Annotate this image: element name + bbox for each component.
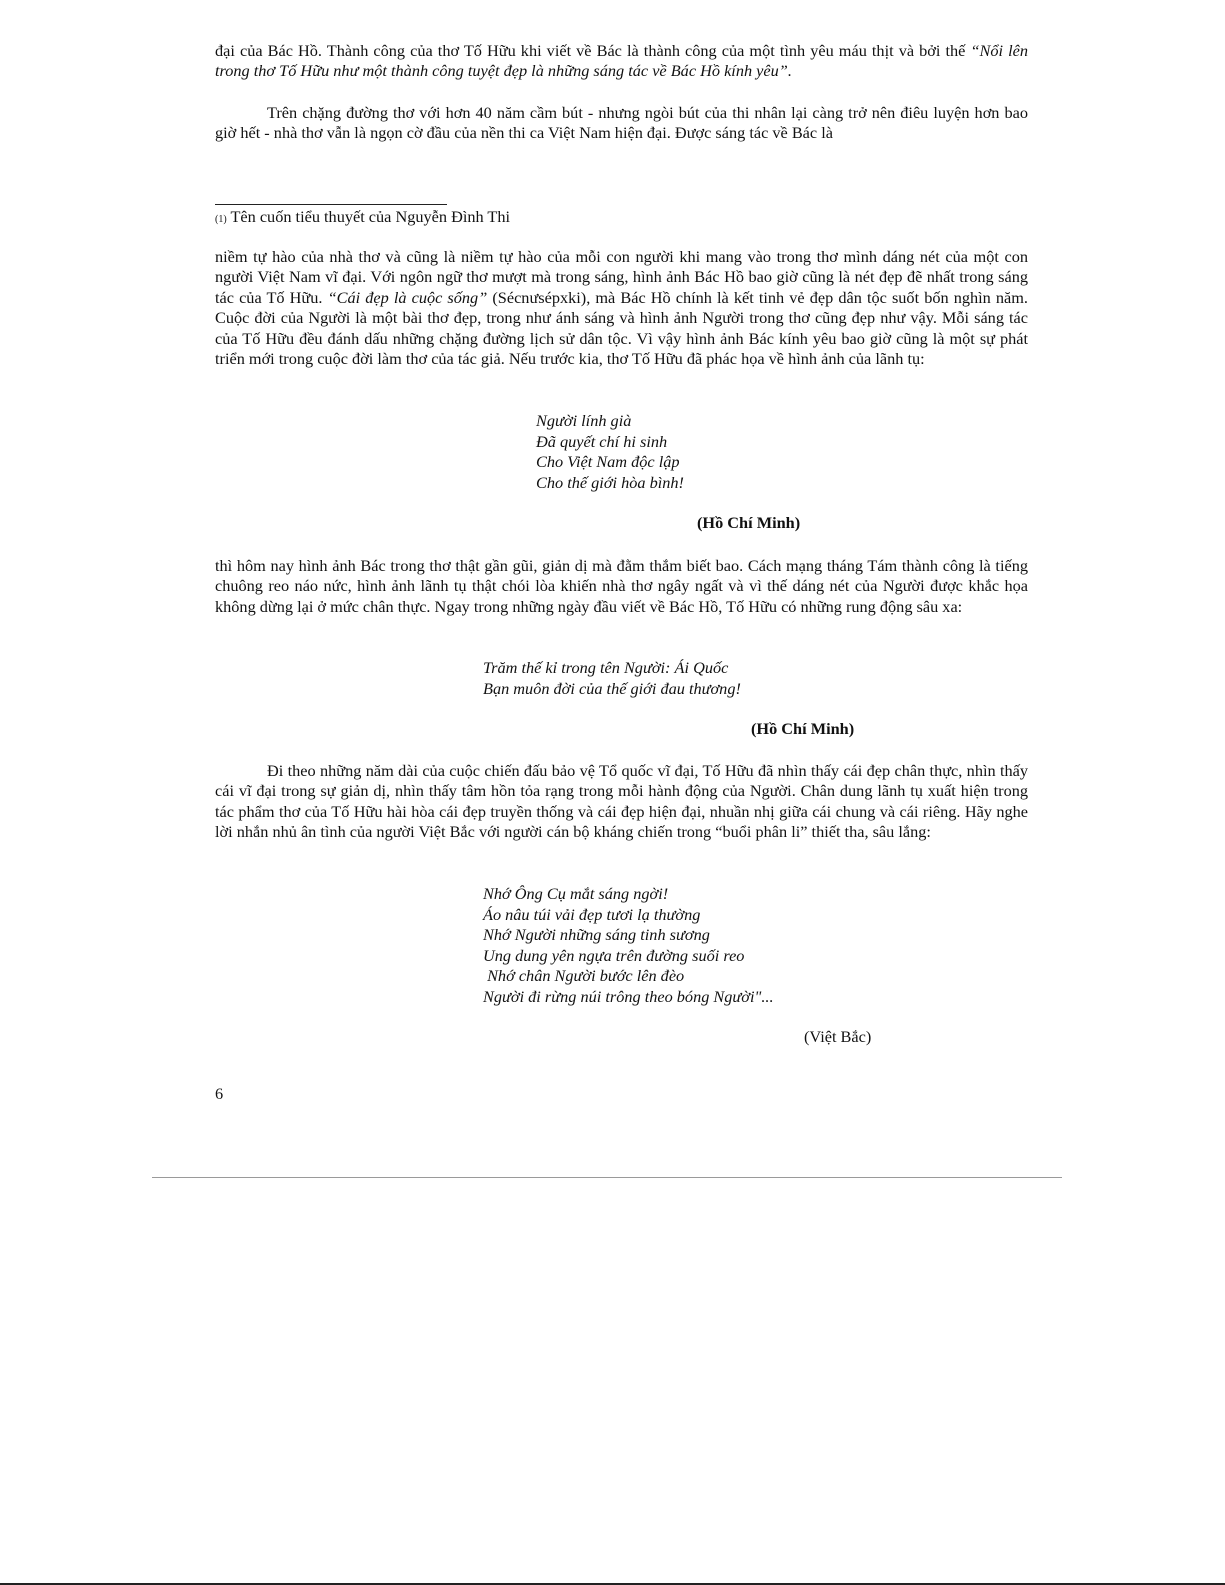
paragraph-text: niềm tự hào của nhà thơ và cũng là niềm tự hào của mỗi con người khi mang vào trong thơ mình dáng nét của một con người Việt Nam vĩ đại. Với ngôn ngữ thơ mượt mà trong sáng, hình ảnh Bác Hồ bao giờ cũng là nét đẹp đẽ nhất trong sáng tác của Tố Hữu. (215, 247, 1028, 307)
continued-paragraph (215, 41, 1028, 82)
poem-stanza (483, 658, 741, 699)
poem-line: Bạn muôn đời của thế giới đau thương! (483, 678, 741, 698)
poem-line: Nhớ Người những sáng tinh sương (483, 925, 710, 944)
paragraph-40-years (215, 103, 1028, 144)
paragraph-resistance (215, 761, 1028, 843)
footnote-text: Tên cuốn tiểu thuyết của Nguyễn Đình Thi (230, 207, 511, 226)
paragraph-text: Đi theo những năm dài của cuộc chiến đấu bảo vệ Tổ quốc vĩ đại, Tố Hữu đã nhìn thấy cái đẹp chân thực, nhìn thấy cái vĩ đại trong sự giản dị, nhìn thấy tâm hồn tỏa rạng trong mỗi hành động của Người. Chân dung lãnh tụ xuất hiện trong tác phẩm thơ của Tố Hữu hài hòa cái đẹp truyền thống và cái đẹp hiện đại, nhuần nhị giữa cái chung và cái riêng. Hãy nghe lời nhắn nhủ ân tình của người Việt Bắc với người cán bộ kháng chiến trong “buổi phân li” thiết tha, sâu lắng: (215, 761, 1028, 842)
inline-quote: “Cái đẹp là cuộc sống” (327, 287, 488, 307)
poem-source: (Hồ Chí Minh) (751, 719, 855, 738)
poem-source: (Hồ Chí Minh) (697, 513, 801, 532)
poem-line: Ung dung yên ngựa trên đường suối reo (483, 945, 745, 965)
poem-line: Đã quyết chí hi sinh (536, 431, 668, 451)
paragraph-text: Trên chặng đường thơ với hơn 40 năm cầm bút - nhưng ngòi bút của thi nhân lại càng trở nên điêu luyện hơn bao giờ hết - nhà thơ vẫn là ngọn cờ đầu của nền thi ca Việt Nam hiện đại. Được sáng tác về Bác là (215, 103, 1028, 143)
footnote-mark: (1) (215, 214, 227, 225)
poem-line: Trăm thế kỉ trong tên Người: Ái Quốc (483, 658, 729, 677)
poem-source: (Việt Bắc) (804, 1027, 872, 1046)
page-divider (152, 1177, 1062, 1178)
footnote (215, 207, 510, 227)
paragraph-text: (Sécnưsépxki), mà Bác Hồ chính là kết tinh vẻ đẹp dân tộc suốt bốn nghìn năm. Cuộc đời của Người là một bài thơ đẹp, trong như ánh sáng và hình ảnh Người trong thơ cũng đẹp như vậy. Mỗi sáng tác của Tố Hữu đều đánh dấu những chặng đường lịch sử dân tộc. Vì vậy hình ảnh Bác kính yêu bao giờ cũng là một sự phát triển mới trong cuộc đời làm thơ của tác giả. Nếu trước kia, thơ Tố Hữu đã phác họa về hình ảnh của lãnh tụ: (215, 287, 1028, 369)
poem-stanza (536, 411, 684, 493)
poem-line: Người đi rừng núi trông theo bóng Người"... (483, 986, 774, 1006)
page-number: 6 (215, 1084, 224, 1103)
inline-quote: “Nổi lên trong thơ Tố Hữu như một thành công tuyệt đẹp là những sáng tác về Bác Hồ kính yêu”. (215, 41, 1028, 81)
paragraph-revolution (215, 556, 1028, 617)
paragraph-text: thì hôm nay hình ảnh Bác trong thơ thật gần gũi, giản dị mà đằm thắm biết bao. Cách mạng tháng Tám thành công là tiếng chuông reo náo nức, hình ảnh lãnh tụ thật chói lòa khiến nhà thơ ngây ngất và vì thế dáng nét của Người được khắc họa không dừng lại ở mức chân thực. Ngay trong những ngày đầu viết về Bác Hồ, Tố Hữu có những rung động sâu xa: (215, 556, 1028, 616)
footnote-rule (215, 204, 447, 205)
poem-line: Áo nâu túi vải đẹp tươi lạ thường (483, 904, 701, 924)
paragraph-pride (215, 247, 1028, 369)
poem-line: Cho Việt Nam độc lập (536, 452, 680, 471)
poem-line: Cho thế giới hòa bình! (536, 472, 684, 492)
poem-line: Người lính già (536, 411, 632, 430)
poem-line: Nhớ Ông Cụ mắt sáng ngời! (483, 884, 669, 903)
poem-line: Nhớ chân Người bước lên đèo (483, 966, 685, 985)
poem-stanza (483, 884, 774, 1007)
paragraph-text: đại của Bác Hồ. Thành công của thơ Tố Hữu khi viết về Bác là thành công của một tình yêu máu thịt và bởi thế (215, 41, 966, 60)
